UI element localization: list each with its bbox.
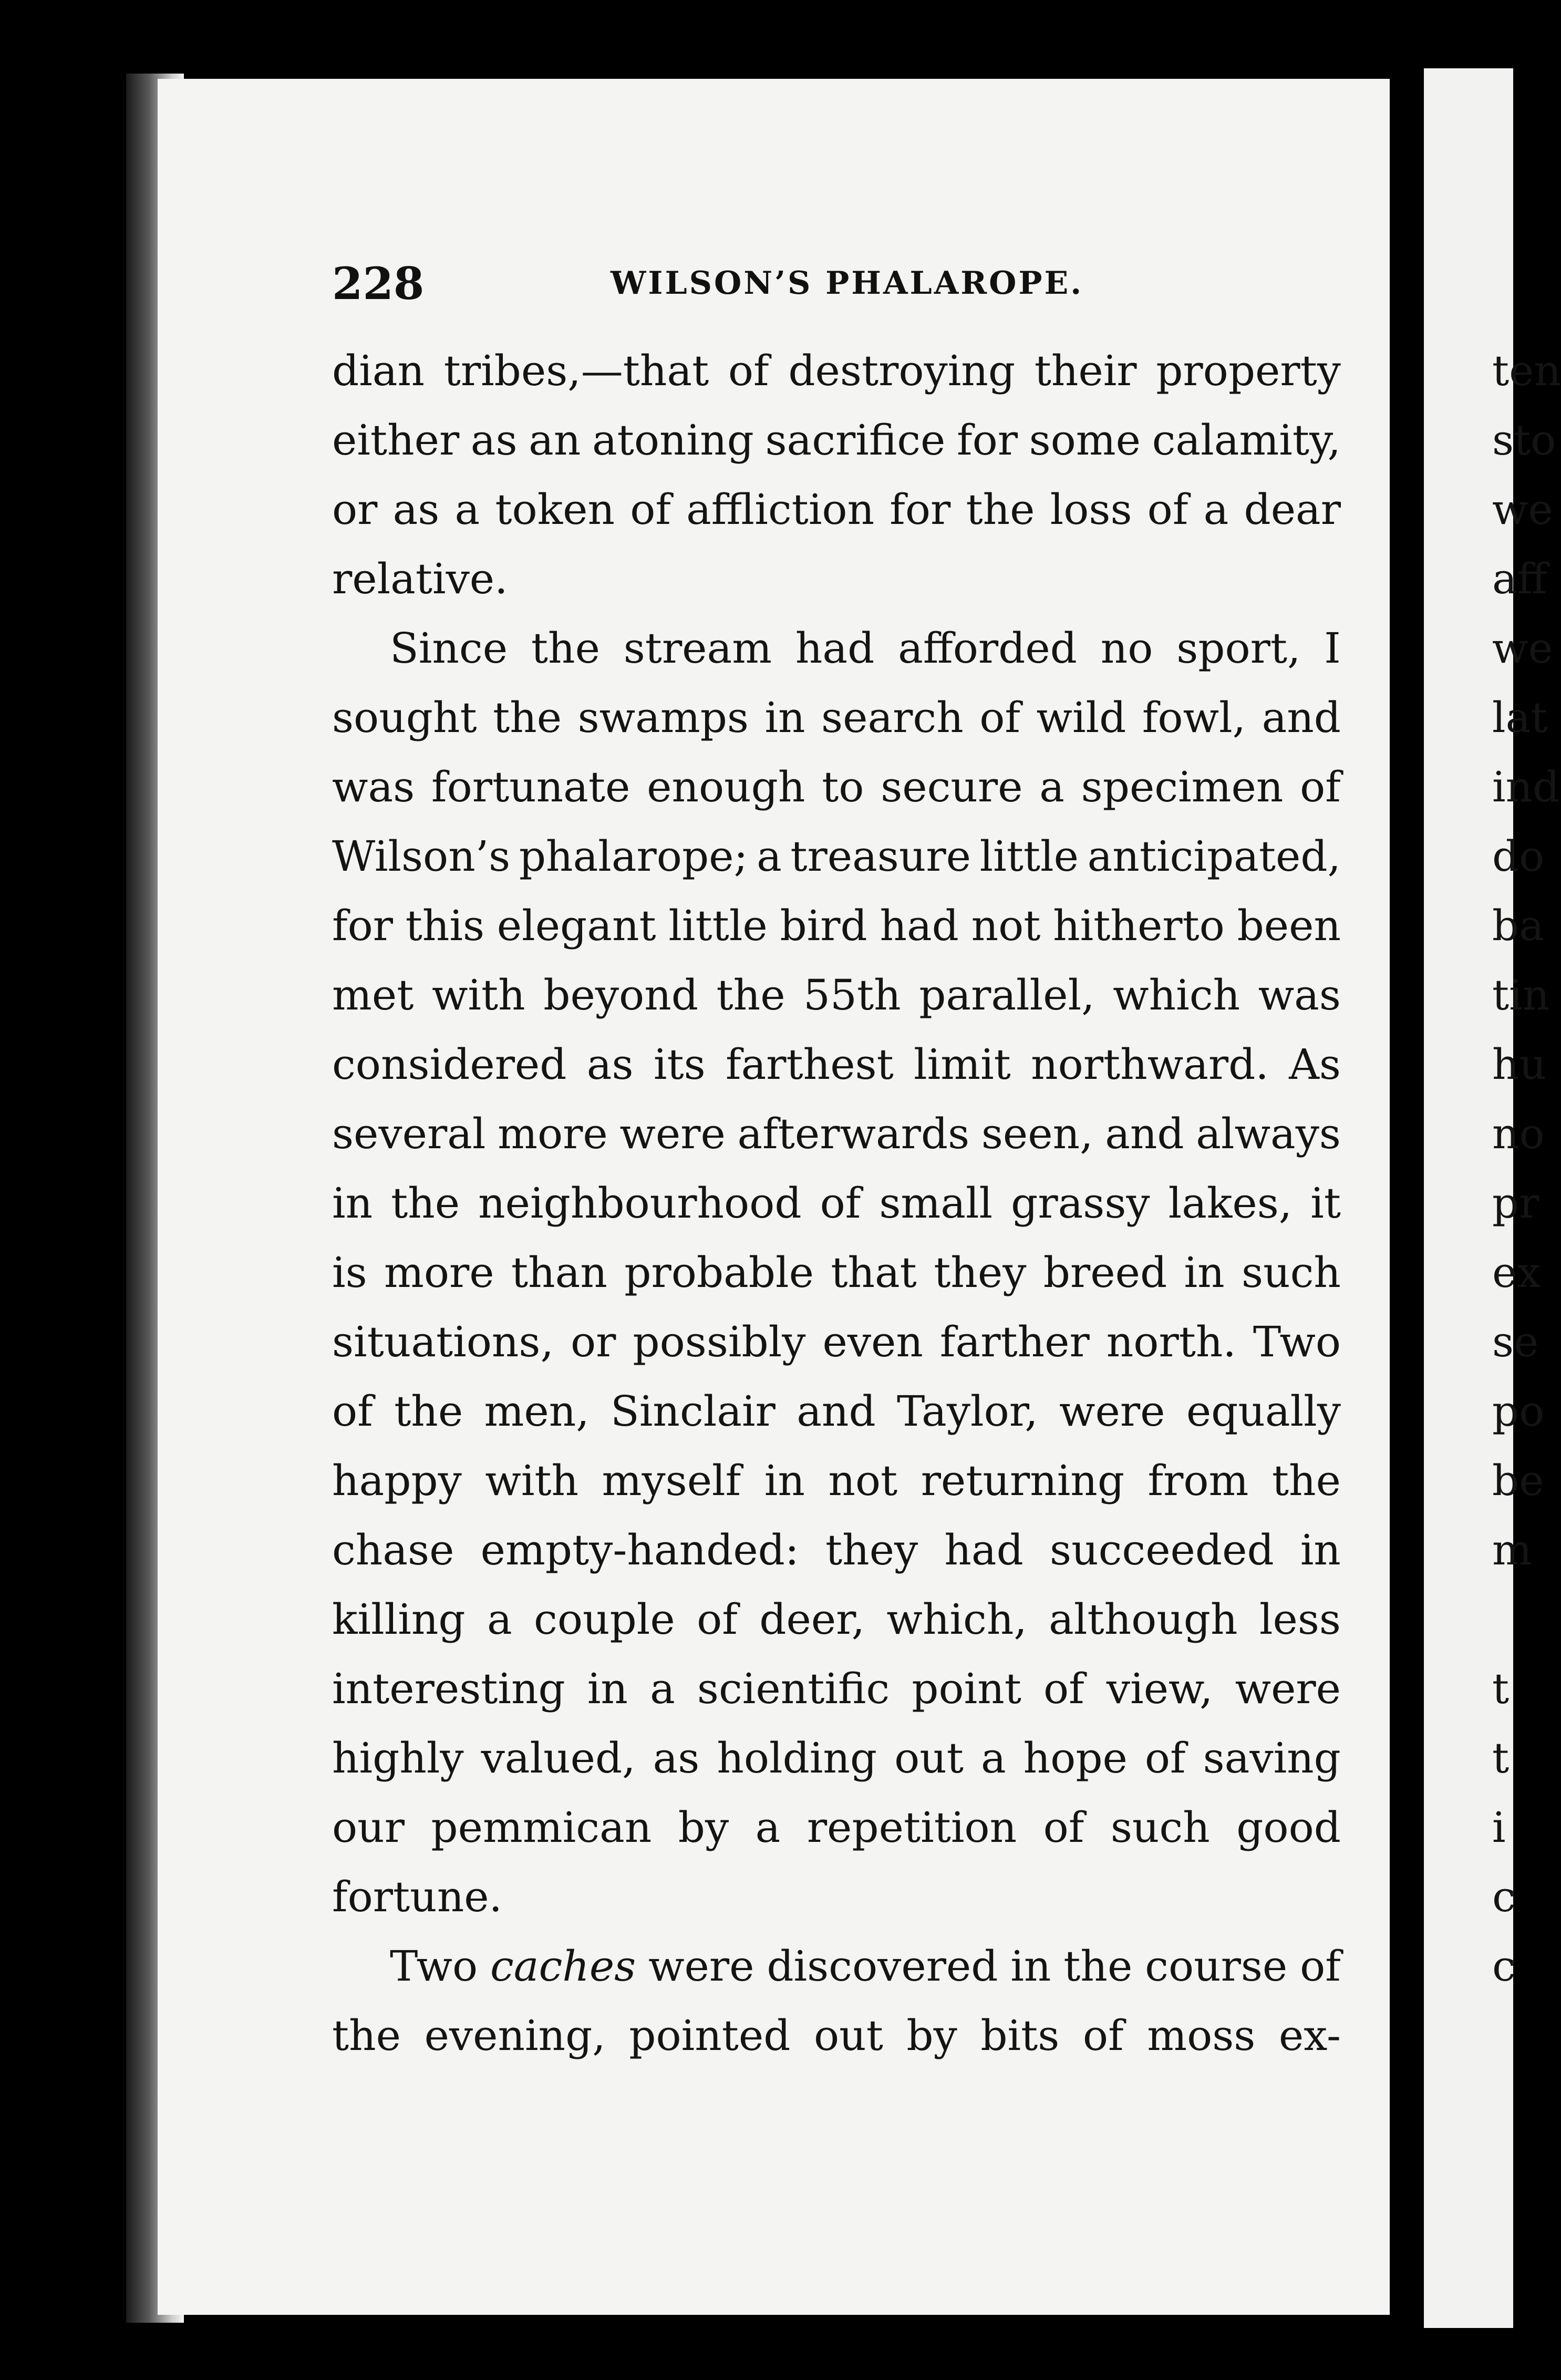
facing-page-fragment: aff: [1492, 554, 1547, 603]
text-line: situations, or possibly even farther north. Two: [332, 1317, 1341, 1366]
text-line: several more were afterwards seen, and always: [332, 1109, 1341, 1158]
facing-page-fragment: t: [1492, 1664, 1510, 1713]
facing-page-fragment: we: [1492, 624, 1553, 673]
text-line: of the men, Sinclair and Taylor, were equally: [332, 1387, 1341, 1436]
facing-page-fragment: be: [1492, 1456, 1544, 1505]
text-line: sought the swamps in search of wild fowl, and: [332, 693, 1341, 742]
text-line: interesting in a scientific point of view, were: [332, 1664, 1341, 1713]
facing-page-fragment: ba: [1492, 901, 1544, 950]
text-line: or as a token of affliction for the loss of a dear: [332, 485, 1341, 534]
italic-word: caches: [490, 1942, 636, 1991]
facing-page-fragment: c: [1492, 1942, 1516, 1991]
running-title: WILSON’S PHALAROPE.: [611, 265, 1084, 302]
facing-page-fragment: do: [1492, 832, 1545, 881]
text-line: considered as its farthest limit northward. As: [332, 1040, 1341, 1089]
text-line: was fortunate enough to secure a specimen of: [332, 763, 1341, 811]
facing-page-fragment: we: [1492, 485, 1553, 534]
facing-page-fragment: po: [1492, 1387, 1545, 1436]
text-line: relative.: [332, 554, 508, 603]
text-line: met with beyond the 55th parallel, which was: [332, 971, 1341, 1019]
facing-page-fragment: ex: [1492, 1248, 1541, 1297]
text-line: killing a couple of deer, which, although less: [332, 1595, 1341, 1644]
text-line: chase empty-handed: they had succeeded in: [332, 1526, 1341, 1574]
text-line: highly valued, as holding out a hope of saving: [332, 1734, 1341, 1783]
text-line: fortune.: [332, 1872, 502, 1921]
facing-page-fragment: no: [1492, 1109, 1545, 1158]
facing-page-fragment: se: [1492, 1317, 1539, 1366]
facing-page-fragment: t: [1492, 1734, 1510, 1783]
facing-page-fragment: m: [1492, 1526, 1532, 1574]
text-line: Wilson’s phalarope; a treasure little anticipated,: [332, 832, 1341, 881]
text-line: either as an atoning sacrifice for some calamity,: [332, 416, 1341, 465]
page-number: 228: [332, 257, 425, 310]
facing-page-fragment: tin: [1492, 971, 1550, 1019]
facing-page-text: [1492, 336, 1561, 2001]
running-head: [332, 257, 1383, 321]
facing-page-fragment: [1492, 1585, 1555, 1654]
text-line: in the neighbourhood of small grassy lakes, it: [332, 1179, 1341, 1228]
text-line: dian tribes,—that of destroying their property: [332, 346, 1341, 395]
facing-page-fragment: i: [1492, 1803, 1506, 1852]
facing-page-fragment: pr: [1492, 1179, 1539, 1228]
text-line: our pemmican by a repetition of such good: [332, 1803, 1341, 1852]
text-line: is more than probable that they breed in such: [332, 1248, 1341, 1297]
text-line: happy with myself in not returning from the: [332, 1456, 1341, 1505]
facing-page-fragment: ten: [1492, 346, 1561, 395]
body-text: [332, 336, 1341, 2070]
facing-page-fragment: hu: [1492, 1040, 1547, 1089]
text-line: Two caches were discovered in the course of: [332, 1932, 1341, 2001]
facing-page-fragment: ind: [1492, 763, 1560, 811]
text-line: Since the stream had afforded no sport, I: [390, 624, 1341, 673]
text-line: the evening, pointed out by bits of moss ex-: [332, 2011, 1341, 2060]
facing-page-fragment: sto: [1492, 416, 1556, 465]
facing-page-fragment: c: [1492, 1872, 1516, 1921]
text-line: for this elegant little bird had not hitherto been: [332, 901, 1341, 950]
facing-page-fragment: lat: [1492, 693, 1548, 742]
